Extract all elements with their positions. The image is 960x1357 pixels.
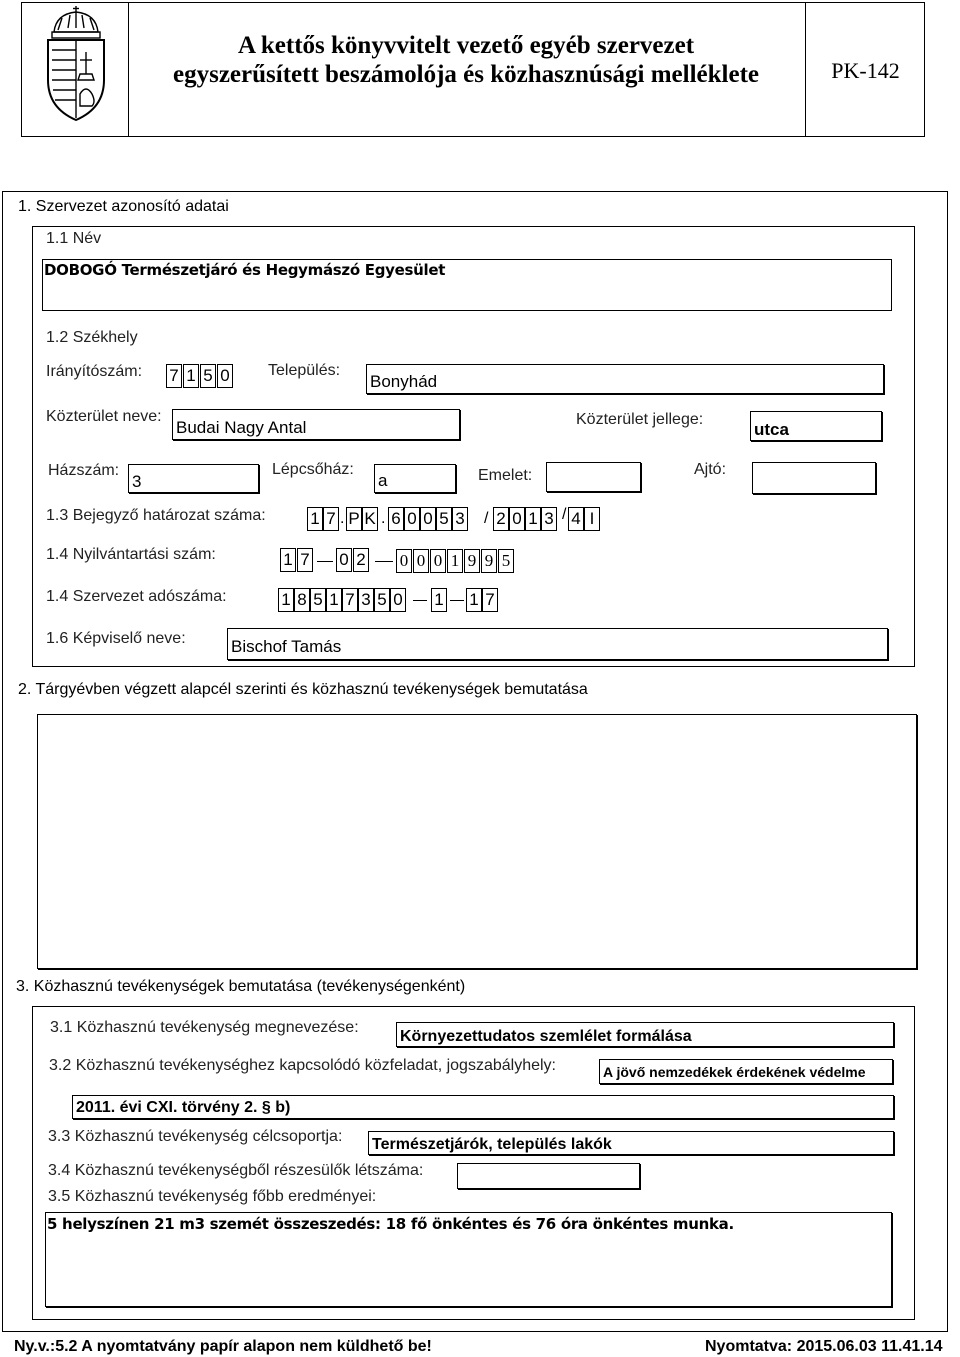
coat-of-arms-icon (40, 6, 112, 128)
registry-digit: 0 (509, 507, 525, 531)
form-title-line2: egyszerűsített beszámolója és közhasznúsági melléklete (173, 61, 759, 88)
zip-digit: 1 (183, 364, 199, 388)
floor-label: Emelet: (478, 467, 533, 484)
legal-basis-value: 2011. évi CXI. törvény 2. § b) (76, 1099, 291, 1116)
registration-digit: 0 (413, 549, 429, 573)
section2-heading: 2. Tárgyévben végzett alapcél szerinti és közhasznú tevékenységek bemutatása (18, 681, 588, 698)
results-value: 5 helyszínen 21 m3 szemét összeszedés: 18 fő önkéntes és 76 óra önkéntes munka. (47, 1215, 734, 1233)
participants-field[interactable] (457, 1163, 640, 1189)
house-number-label: Házszám: (48, 462, 120, 479)
registration-digit: 5 (498, 549, 514, 573)
registry-separator: / (484, 510, 489, 527)
registry-digit: 3 (452, 507, 468, 531)
activity-name-label: 3.1 Közhasznú tevékenység megnevezése: (50, 1019, 359, 1036)
registry-digit: 1 (307, 507, 323, 531)
registry-digit: I (584, 507, 600, 531)
representative-label: 1.6 Képviselő neve: (46, 630, 186, 647)
tax-digit: 5 (374, 588, 390, 612)
street-type-label: Közterület jellege: (576, 411, 704, 428)
registry-digit: 3 (541, 507, 557, 531)
tax-digit: 1 (466, 588, 482, 612)
registry-digit: 0 (420, 507, 436, 531)
registration-digit: 0 (336, 548, 352, 572)
seat-label: 1.2 Székhely (46, 329, 138, 346)
registry-separator: / (562, 506, 567, 523)
registry-digit: 4 (568, 507, 584, 531)
section2-textarea[interactable] (37, 714, 917, 969)
tax-digit: 1 (431, 588, 447, 612)
name-label: 1.1 Név (46, 230, 102, 247)
city-label: Település: (268, 362, 341, 379)
tax-digit: 8 (294, 588, 310, 612)
tax-digit: 7 (342, 588, 358, 612)
header-divider-left (128, 2, 129, 137)
form-code: PK-142 (831, 58, 900, 83)
target-group-label: 3.3 Közhasznú tevékenység célcsoportja: (48, 1128, 343, 1145)
tax-dash (413, 600, 427, 601)
tax-digit: 5 (310, 588, 326, 612)
form-title-line1: A kettős könyvvitelt vezető egyéb szervezet (237, 32, 695, 59)
registry-separator: . (381, 510, 386, 527)
zip-digit: 7 (166, 364, 182, 388)
form-title (130, 31, 802, 89)
representative-value: Bischof Tamás (231, 637, 342, 656)
registry-digit: 6 (388, 507, 404, 531)
registry-digit: 2 (493, 507, 509, 531)
target-group-value: Természetjárók, település lakók (372, 1136, 612, 1153)
registration-number-label: 1.4 Nyilvántartási szám: (46, 546, 216, 563)
footer-print-date: Nyomtatva: 2015.06.03 11.41.14 (705, 1338, 943, 1355)
city-value: Bonyhád (370, 372, 438, 391)
registration-digit: 0 (430, 549, 446, 573)
registration-digit: 2 (353, 548, 369, 572)
registration-digit: 7 (297, 548, 313, 572)
tax-digit: 7 (482, 588, 498, 612)
registration-digit: 9 (481, 549, 497, 573)
tax-digit: 1 (278, 588, 294, 612)
registration-digit: 1 (280, 548, 296, 572)
results-label: 3.5 Közhasznú tevékenység főbb eredményei: (48, 1188, 377, 1205)
registry-decision-label: 1.3 Bejegyző határozat száma: (46, 507, 266, 524)
tax-number-label: 1.4 Szervezet adószáma: (46, 588, 227, 605)
stair-value: a (378, 471, 388, 490)
zip-digit: 5 (200, 364, 216, 388)
name-value: DOBOGÓ Természetjáró és Hegymászó Egyesület (44, 261, 446, 279)
participants-label: 3.4 Közhasznú tevékenységből részesülők létszáma: (48, 1162, 424, 1179)
registry-digit: 7 (323, 507, 339, 531)
door-label: Ajtó: (694, 461, 727, 478)
registry-separator: . (340, 510, 345, 527)
tax-digit: 1 (326, 588, 342, 612)
registration-dash (317, 561, 333, 562)
stair-label: Lépcsőház: (272, 461, 354, 478)
street-label: Közterület neve: (46, 408, 162, 425)
zip-label: Irányítószám: (46, 363, 143, 380)
zip-digit: 0 (217, 364, 233, 388)
footer-note: Ny.v.:5.2 A nyomtatvány papír alapon nem küldhető be! (14, 1338, 432, 1355)
registration-dash (375, 561, 393, 562)
door-field[interactable] (752, 462, 876, 494)
tax-digit: 0 (390, 588, 406, 612)
registration-digit: 0 (396, 549, 412, 573)
floor-field[interactable] (546, 462, 641, 492)
street-type-value: utca (754, 420, 789, 439)
registry-digit: 0 (404, 507, 420, 531)
registry-digit: P (346, 507, 362, 531)
city-field[interactable] (366, 364, 884, 394)
public-task-label: 3.2 Közhasznú tevékenységhez kapcsolódó közfeladat, jogszabályhely: (49, 1057, 556, 1074)
registry-digit: 1 (525, 507, 541, 531)
tax-dash (450, 600, 464, 601)
registry-digit: 5 (436, 507, 452, 531)
street-value: Budai Nagy Antal (176, 418, 307, 437)
registration-digit: 9 (464, 549, 480, 573)
public-task-value: A jövő nemzedékek érdekének védelme (603, 1064, 866, 1080)
activity-name-value: Környezettudatos szemlélet formálása (400, 1028, 692, 1045)
section1-heading: 1. Szervezet azonosító adatai (18, 198, 229, 215)
registration-digit: 1 (447, 549, 463, 573)
tax-digit: 3 (358, 588, 374, 612)
house-number-field[interactable] (128, 464, 259, 493)
house-number-value: 3 (132, 472, 142, 491)
registry-digit: K (362, 507, 378, 531)
section3-heading: 3. Közhasznú tevékenységek bemutatása (tevékenységenként) (16, 978, 466, 995)
